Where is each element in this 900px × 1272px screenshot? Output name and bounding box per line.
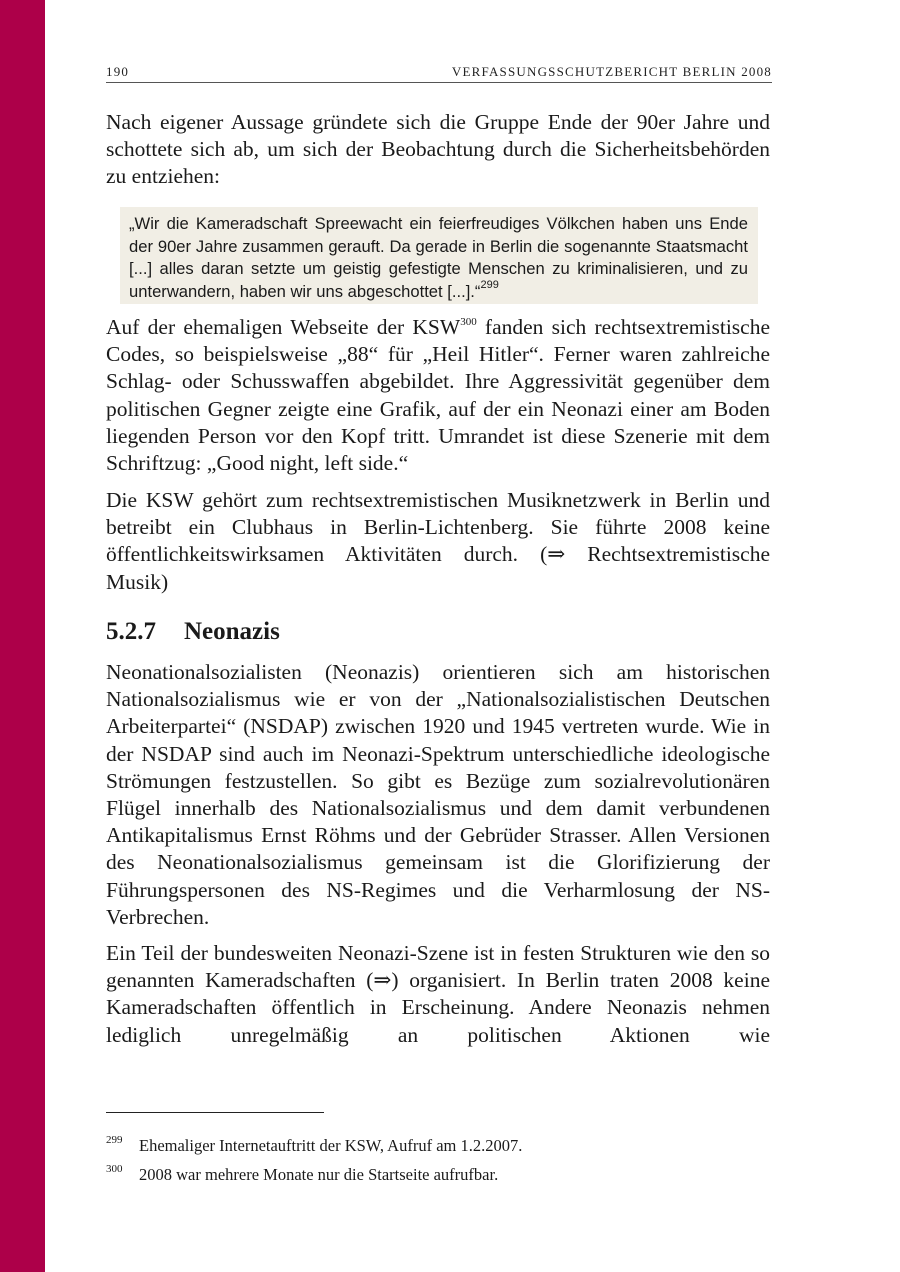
footnote-ref-299[interactable]: 299 (480, 278, 499, 291)
section-number: 5.2.7 (106, 618, 156, 645)
section-heading (106, 618, 280, 646)
footnote-text: 2008 war mehrere Monate nur die Startseite aufrufbar. (139, 1165, 499, 1184)
page-header (106, 64, 772, 83)
ksw-music-paragraph: Die KSW gehört zum rechtsextremistischen Musiknetzwerk in Berlin und betreibt ein Clubhaus in Berlin-Lichtenberg. Sie führte 2008 keine öffentlichkeitswirksamen Aktivitäten durch. (⇒ Rechtsextremistische Musik) (106, 488, 770, 594)
intro-paragraph: Nach eigener Aussage gründete sich die Gruppe Ende der 90er Jahre und schottete sich ab, um sich der Beobachtung durch die Sicherheitsbehörden zu entziehen: (106, 110, 770, 189)
section-title: Neonazis (184, 618, 280, 645)
running-title: VERFASSUNGSSCHUTZBERICHT BERLIN 2008 (451, 64, 772, 79)
footnote-number: 299 (106, 1134, 123, 1146)
footnote-ref-300[interactable]: 300 (460, 316, 477, 328)
footnote-number: 300 (106, 1163, 123, 1175)
quote-box (120, 207, 758, 304)
page-number: 190 (106, 64, 130, 79)
side-color-bar (0, 0, 45, 1272)
footnote-divider (106, 1112, 324, 1113)
quote-text: „Wir die Kameradschaft Spreewacht ein feierfreudiges Völkchen haben uns Ende der 90er Jahre zusammen gerauft. Da gerade in Berlin die sogenannte Staatsmacht [...] alles daran setzte um geistig gefestigte Menschen zu kriminalisieren, und zu unterwandern, haben wir uns abgeschottet [...].“$^{299}$ (129, 214, 748, 301)
neonazis-paragraph-2: Ein Teil der bundesweiten Neonazi-Szene ist in festen Strukturen wie den so genannten Kameradschaften (⇒) organisiert. In Berlin traten 2008 keine Kameradschaften öffentlich in Erscheinung. Andere Neonazis nehmen lediglich unregelmäßig an politischen Aktionen wie (106, 941, 770, 1047)
website-paragraph: Auf der ehemaligen Webseite der KSW$^{300}$ fanden sich rechtsextremistische Codes, so beispielsweise „88“ für „Heil Hitler“. Ferner waren zahlreiche Schlag- oder Schusswaffen abgebildet. Ihre Aggressivität gegenüber dem politischen Gegner zeigte eine Grafik, auf der ein Neonazi einer am Boden liegenden Person vor den Kopf tritt. Umrandet ist diese Szenerie mit dem Schriftzug: „Good night, left side.“ (106, 315, 770, 476)
neonazis-paragraph-1: Neonationalsozialisten (Neonazis) orientieren sich am historischen Nationalsozialismus wie er von der „Nationalsozialistischen Deutschen Arbeiterpartei“ (NSDAP) zwischen 1920 und 1945 vertreten wurde. Wie in der NSDAP sind auch im Neonazi-Spektrum unterschiedliche ideologische Strömungen festzustellen. So gibt es Bezüge zum sozialrevolutionären Flügel innerhalb des Nationalsozialismus und dem damit verbundenen Antikapitalismus Ernst Röhms und der Gebrüder Strasser. Allen Versionen des Neonationalsozialismus gemeinsam ist die Glorifizierung der Führungspersonen des NS-Regimes und die Verharmlosung der NS-Verbrechen. (106, 660, 770, 929)
footnote-text: Ehemaliger Internetauftritt der KSW, Aufruf am 1.2.2007. (139, 1136, 523, 1155)
